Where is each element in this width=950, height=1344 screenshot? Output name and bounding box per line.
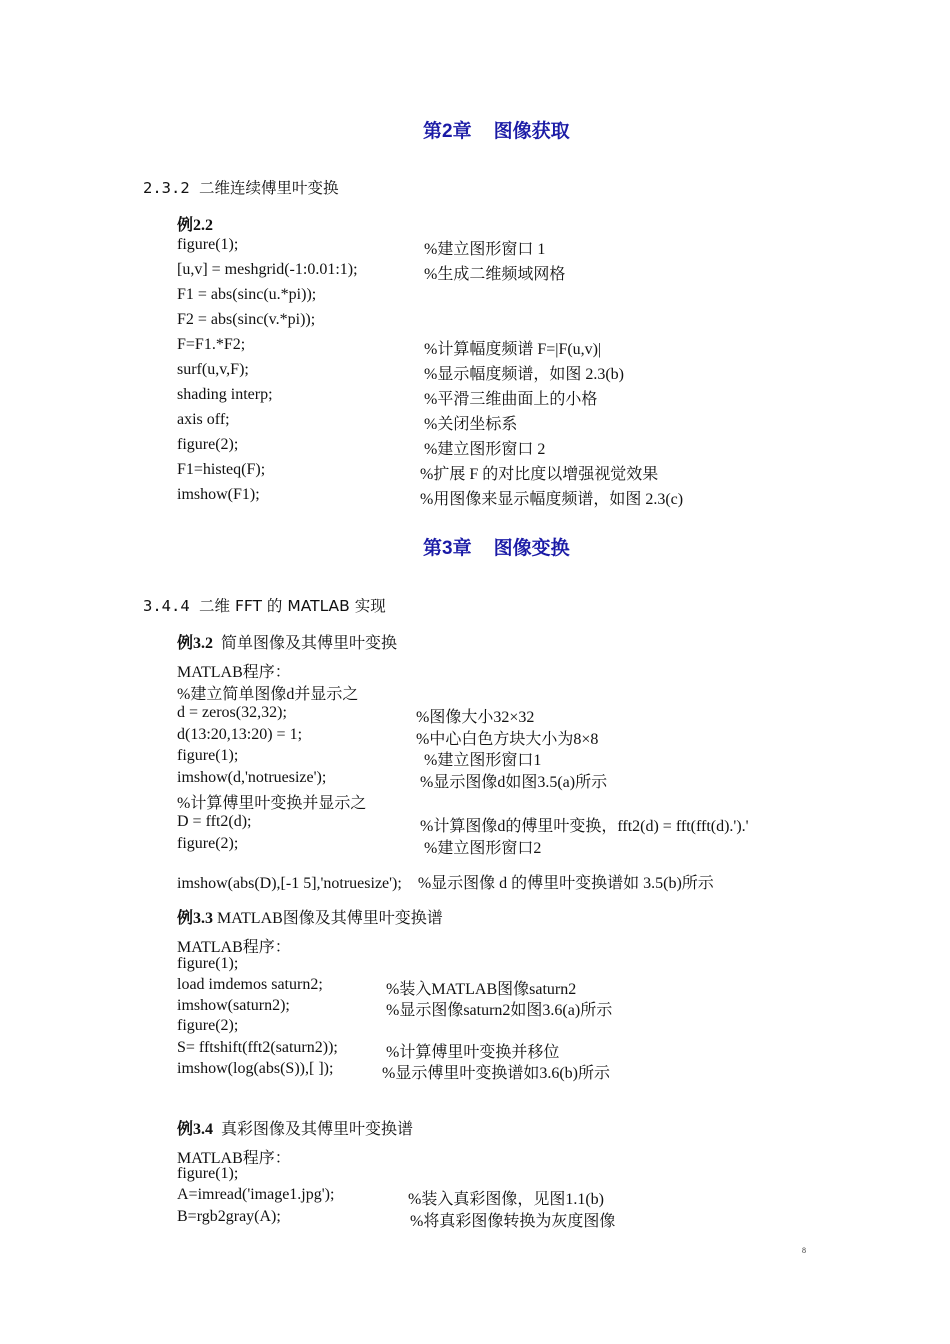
example-title: MATLAB图像及其傅里叶变换谱 [217, 910, 443, 927]
code-line: figure(1); [177, 236, 239, 253]
code-line: F1=histeq(F); [177, 461, 266, 478]
code-line: figure(2); [177, 436, 239, 453]
section-2-3-2-heading [143, 176, 339, 198]
code-comment: %显示幅度频谱，如图 2.3(b) [424, 366, 624, 383]
program-label: MATLAB程序： [177, 1150, 291, 1167]
code-comment: %计算幅度频谱 F=|F(u,v)| [424, 341, 602, 358]
code-line: load imdemos saturn2; [177, 976, 323, 993]
code-comment: %计算图像d的傅里叶变换，fft2(d) = fft(fft(d).').' [420, 818, 749, 835]
code-comment: %显示图像d如图3.5(a)所示 [420, 774, 608, 791]
chapter-2-heading [423, 116, 570, 143]
code-line: [u,v] = meshgrid(-1:0.01:1); [177, 261, 358, 278]
code-line: imshow(abs(D),[-1 5],'notruesize'); %显示图像 d 的傅里叶变换谱如 3.5(b)所示 [177, 875, 714, 892]
example-2-2-label: 例2.2 [177, 217, 214, 234]
code-comment: %显示图像 d 的傅里叶变换谱如 3.5(b)所示 [417, 875, 714, 892]
code-comment: %建立图形窗口2 [424, 840, 542, 857]
section-number: 3.4.4 [143, 597, 190, 615]
code-comment: %建立简单图像d并显示之 [177, 686, 359, 703]
code-line: imshow(F1); [177, 486, 260, 503]
code-line: F2 = abs(sinc(v.*pi)); [177, 311, 316, 328]
code-comment: %建立图形窗口 1 [424, 241, 546, 258]
code-comment: %计算傅里叶变换并显示之 [177, 795, 367, 812]
example-label: 例3.3 [177, 910, 214, 927]
code-comment: %关闭坐标系 [424, 416, 518, 433]
code-line: d(13:20,13:20) = 1; [177, 726, 303, 743]
code-comment: %装入MATLAB图像saturn2 [386, 981, 577, 998]
code-comment: %中心白色方块大小为8×8 [416, 731, 599, 748]
code-comment: %将真彩图像转换为灰度图像 [410, 1213, 616, 1230]
code-line: F1 = abs(sinc(u.*pi)); [177, 286, 317, 303]
code-line: imshow(saturn2); [177, 997, 290, 1014]
chapter-3-heading [423, 533, 570, 560]
code-line: S= fftshift(fft2(saturn2)); [177, 1039, 338, 1056]
code-line: figure(1); [177, 747, 239, 764]
code-comment: %平滑三维曲面上的小格 [424, 391, 598, 408]
example-3-3-heading [177, 905, 443, 928]
chapter-number: 第3章 [423, 538, 472, 559]
code-line: d = zeros(32,32); [177, 704, 287, 721]
code-line: A=imread('image1.jpg'); [177, 1186, 335, 1203]
code-comment: %生成二维频域网格 [424, 266, 566, 283]
code-comment: %建立图形窗口 2 [424, 441, 546, 458]
code-comment: %建立图形窗口1 [424, 752, 542, 769]
chapter-title: 图像获取 [493, 121, 570, 142]
code-comment: %扩展 F 的对比度以增强视觉效果 [420, 466, 659, 483]
example-label: 例3.4 [177, 1121, 214, 1138]
section-number: 2.3.2 [143, 179, 190, 197]
section-title: 二维连续傅里叶变换 [199, 179, 339, 197]
code-comment: %装入真彩图像，见图1.1(b) [408, 1191, 604, 1208]
code-line: surf(u,v,F); [177, 361, 249, 378]
code-comment: %用图像来显示幅度频谱，如图 2.3(c) [420, 491, 684, 508]
example-title: 简单图像及其傅里叶变换 [221, 635, 398, 652]
code-line: B=rgb2gray(A); [177, 1208, 281, 1225]
code-comment: %显示图像saturn2如图3.6(a)所示 [386, 1002, 613, 1019]
code-line: F=F1.*F2; [177, 336, 246, 353]
example-title: 真彩图像及其傅里叶变换谱 [221, 1121, 414, 1138]
chapter-number: 第2章 [423, 121, 472, 142]
section-title: 二维 FFT 的 MATLAB 实现 [199, 597, 386, 615]
page-number: 8 [802, 1246, 806, 1255]
code-comment: %图像大小32×32 [416, 709, 535, 726]
code-line: D = fft2(d); [177, 813, 252, 830]
chapter-title: 图像变换 [493, 538, 570, 559]
program-label: MATLAB程序： [177, 664, 291, 681]
code-line: figure(2); [177, 1017, 239, 1034]
example-label: 例3.2 [177, 635, 214, 652]
code-comment: %显示傅里叶变换谱如3.6(b)所示 [382, 1065, 610, 1082]
program-label: MATLAB程序： [177, 939, 291, 956]
example-3-4-heading [177, 1116, 413, 1139]
example-3-2-heading [177, 630, 397, 653]
code-line: shading interp; [177, 386, 273, 403]
code-line: figure(1); [177, 955, 239, 972]
code-line: axis off; [177, 411, 230, 428]
section-3-4-4-heading [143, 594, 386, 616]
code-line: figure(1); [177, 1165, 239, 1182]
code-comment: %计算傅里叶变换并移位 [386, 1044, 560, 1061]
code-line: imshow(d,'notruesize'); [177, 769, 327, 786]
code-line: figure(2); [177, 835, 239, 852]
code-line: imshow(log(abs(S)),[ ]); [177, 1060, 334, 1077]
